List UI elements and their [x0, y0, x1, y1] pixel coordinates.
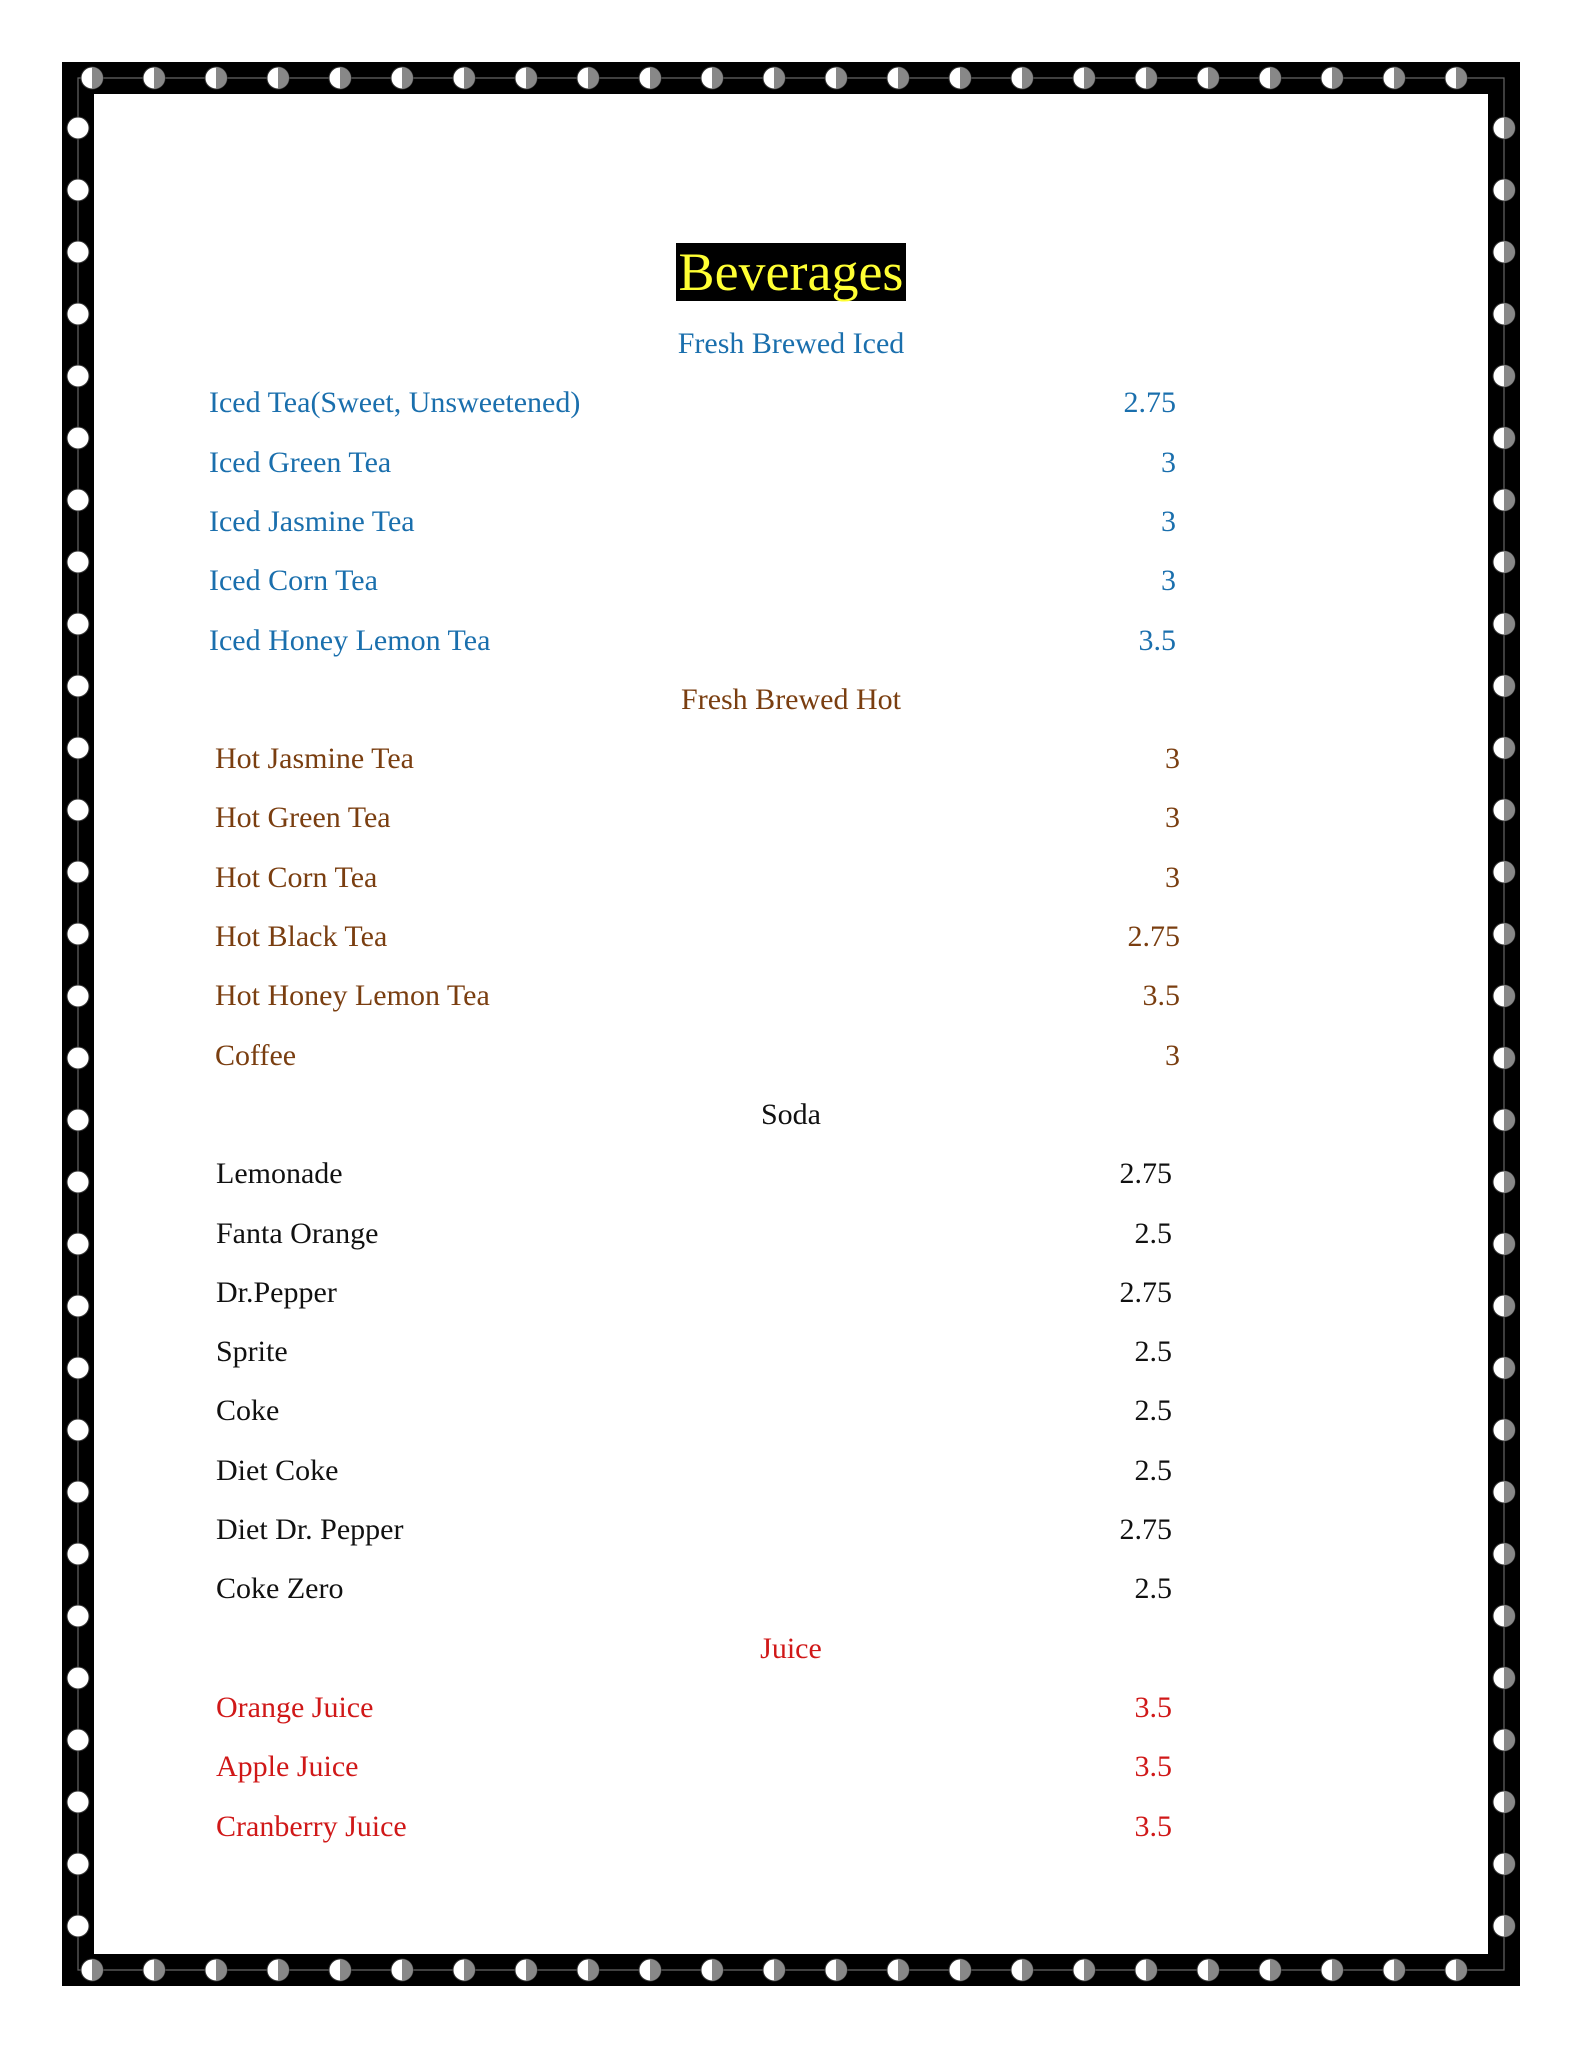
- menu-item-name: Coke: [216, 1394, 280, 1428]
- menu-item-name: Hot Honey Lemon Tea: [215, 979, 490, 1013]
- menu-item-price: 3.5: [1134, 1750, 1172, 1784]
- menu-item-name: Hot Corn Tea: [215, 860, 378, 894]
- menu-item-price: 3: [1165, 860, 1180, 894]
- section-title: Fresh Brewed Iced: [677, 327, 905, 360]
- menu-item-price: 3: [1161, 445, 1176, 479]
- bead-icon: [67, 1853, 89, 1875]
- menu-item-name: Iced Honey Lemon Tea: [209, 623, 491, 657]
- menu-item-price: 2.5: [1134, 1572, 1172, 1606]
- bead-icon: [67, 551, 89, 573]
- bead-icon: [67, 489, 89, 511]
- bead-icon: [67, 117, 89, 139]
- menu-item-price: 2.5: [1134, 1335, 1172, 1369]
- bead-icon: [67, 1357, 89, 1379]
- bead-icon: [67, 1419, 89, 1441]
- menu-item-name: Diet Dr. Pepper: [216, 1513, 404, 1546]
- menu-item-name: Iced Jasmine Tea: [209, 504, 415, 538]
- menu-item-name: Orange Juice: [216, 1690, 374, 1724]
- menu-item-name: Hot Green Tea: [215, 801, 391, 835]
- bead-icon: [67, 1171, 89, 1193]
- bead-icon: [67, 613, 89, 635]
- bead-icon: [67, 1295, 89, 1317]
- bead-icon: [67, 365, 89, 387]
- menu-item-name: Cranberry Juice: [216, 1809, 407, 1843]
- bead-icon: [67, 1729, 89, 1751]
- menu-item-name: Diet Coke: [216, 1453, 339, 1487]
- menu-item-price: 3.5: [1134, 1809, 1172, 1843]
- menu-item-price: 3.5: [1134, 1690, 1172, 1724]
- bead-icon: [67, 1667, 89, 1689]
- bead-icon: [67, 923, 89, 945]
- bead-icon: [67, 1481, 89, 1503]
- bead-icon: [67, 985, 89, 1007]
- bead-icon: [67, 1543, 89, 1565]
- menu-item-name: Iced Green Tea: [209, 445, 392, 479]
- menu-item-price: 3.5: [1138, 623, 1176, 657]
- menu-header: [0, 243, 1582, 301]
- menu-item-price: 3: [1161, 504, 1176, 538]
- menu-item-name: Hot Jasmine Tea: [215, 742, 414, 776]
- menu-item-price: 2.5: [1134, 1453, 1172, 1487]
- menu-item-name: Lemonade: [216, 1157, 343, 1191]
- menu-item-price: 2.75: [1119, 1513, 1172, 1546]
- menu-item-name: Coke Zero: [216, 1572, 344, 1606]
- section-title: Fresh Brewed Hot: [681, 682, 901, 716]
- menu-item-price: 2.75: [1119, 1275, 1172, 1309]
- menu-item-price: 2.75: [1123, 386, 1176, 420]
- section-title: Soda: [761, 1097, 821, 1131]
- menu-item-name: Dr.Pepper: [216, 1275, 337, 1309]
- menu-item-price: 3: [1165, 742, 1180, 776]
- bead-icon: [67, 1047, 89, 1069]
- menu-item-name: Fanta Orange: [216, 1216, 379, 1250]
- bead-icon: [67, 1605, 89, 1627]
- bead-icon: [67, 1791, 89, 1813]
- menu-item-price: 2.75: [1127, 920, 1180, 953]
- bead-icon: [67, 303, 89, 325]
- section-title: Juice: [760, 1631, 822, 1665]
- frame-inner-page: [94, 94, 1488, 1954]
- menu-item-price: 3: [1165, 801, 1180, 835]
- menu-item-name: Coffee: [215, 1038, 297, 1072]
- menu-item-name: Apple Juice: [216, 1750, 359, 1784]
- menu-title: Beverages: [676, 243, 907, 301]
- menu-item-price: 2.5: [1134, 1216, 1172, 1250]
- bead-icon: [67, 799, 89, 821]
- menu-item-price: 2.5: [1134, 1394, 1172, 1428]
- bead-icon: [67, 427, 89, 449]
- bead-icon: [67, 1915, 89, 1937]
- menu-item-price: 3: [1165, 1038, 1180, 1072]
- menu-item-name: Hot Black Tea: [215, 920, 388, 953]
- menu-item-price: 2.75: [1119, 1157, 1172, 1191]
- menu-item-price: 3.5: [1142, 979, 1180, 1013]
- menu-item-name: Sprite: [216, 1335, 288, 1369]
- bead-icon: [67, 861, 89, 883]
- bead-icon: [67, 179, 89, 201]
- menu-item-name: Iced Tea(Sweet, Unsweetened): [209, 386, 581, 420]
- menu-item-price: 3: [1161, 564, 1176, 598]
- bead-icon: [67, 1233, 89, 1255]
- menu-item-name: Iced Corn Tea: [209, 564, 378, 598]
- bead-icon: [67, 737, 89, 759]
